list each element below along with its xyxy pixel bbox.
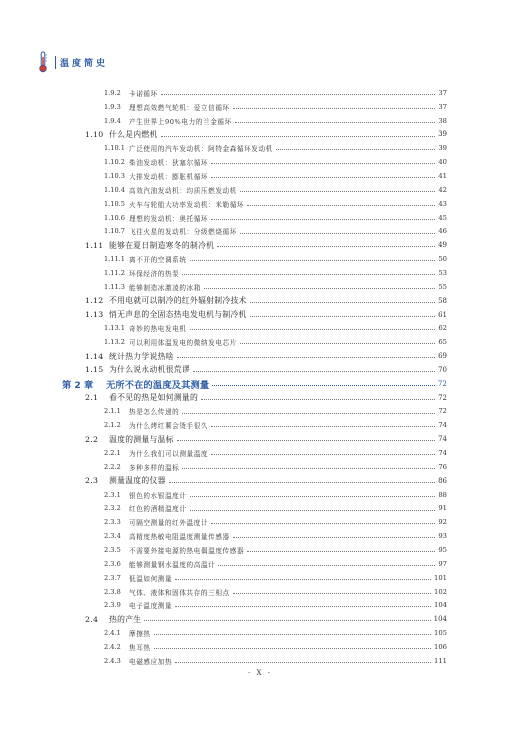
toc-leader-dots: [250, 302, 435, 303]
toc-entry[interactable]: [0, 585, 520, 599]
page-number: · X ·: [248, 669, 272, 677]
toc-entry[interactable]: [0, 460, 520, 474]
toc-leader-dots: [217, 246, 435, 247]
toc-leader-dots: [154, 634, 431, 635]
toc-leader-dots: [161, 136, 435, 137]
toc-entry-page: 69: [438, 352, 447, 361]
toc-entry-title: 为什么说永动机很荒谬: [109, 365, 190, 375]
toc-entry-page: 93: [438, 532, 447, 541]
toc-entry-number: 1.10.1: [104, 144, 125, 153]
toc-entry-number: 1.13: [85, 310, 104, 320]
toc-entry[interactable]: [0, 571, 520, 585]
toc-leader-dots: [201, 399, 435, 400]
toc-entry-number: 1.10.5: [104, 199, 125, 208]
toc-entry-number: 1.10.4: [104, 185, 125, 194]
toc-leader-dots: [190, 260, 435, 261]
toc-leader-dots: [190, 510, 435, 511]
toc-entry-number: 1.9.3: [104, 102, 121, 111]
toc-leader-dots: [211, 454, 435, 455]
toc-leader-dots: [182, 413, 435, 414]
toc-entry-title: 广泛使用的汽车发动机：阿特金森循环发动机: [129, 145, 273, 154]
toc-leader-dots: [177, 357, 435, 358]
toc-leader-dots: [211, 163, 435, 164]
toc-entry-title: 产生世界上90%电力的兰金循环: [129, 117, 232, 126]
toc-entry-page: 39: [438, 130, 447, 139]
toc-entry-page: 37: [438, 88, 447, 97]
toc-leader-dots: [161, 94, 435, 95]
thermometer-icon: [36, 51, 50, 73]
toc-entry-title: 看不见的热是如何测量的: [109, 393, 199, 403]
toc-leader-dots: [233, 537, 435, 538]
toc-entry-number: 2.3.7: [104, 573, 121, 582]
toc-leader-dots: [218, 565, 435, 566]
toc-leader-dots: [190, 329, 435, 330]
toc-entry-page: 72: [438, 407, 447, 416]
toc-entry-page: 61: [438, 310, 447, 319]
toc-entry-number: 1.13.2: [104, 338, 125, 347]
toc-entry-title: 离不开的空调系统: [129, 256, 187, 265]
toc-entry-title: 可隔空测量的红外温度计: [129, 519, 209, 528]
toc-entry-page: 41: [438, 172, 447, 181]
toc-leader-dots: [250, 316, 435, 317]
toc-leader-dots: [240, 343, 435, 344]
toc-entry[interactable]: [0, 238, 520, 252]
toc-entry-number: 2.3.8: [104, 587, 121, 596]
toc-entry-number: 1.10.7: [104, 227, 125, 236]
toc-entry-page: 111: [434, 656, 447, 665]
toc-entry-page: 50: [438, 255, 447, 264]
toc-entry[interactable]: [0, 626, 520, 640]
toc-entry-page: 72: [437, 379, 447, 389]
toc-entry-page: 86: [438, 476, 447, 485]
toc-entry-page: 40: [438, 158, 447, 167]
toc-entry-page: 38: [438, 116, 447, 125]
toc-entry[interactable]: [0, 598, 520, 612]
toc-leader-dots: [247, 551, 435, 552]
toc-entry[interactable]: [0, 432, 520, 446]
toc-entry-title: 卡诺循环: [129, 89, 158, 98]
toc-entry[interactable]: [0, 405, 520, 419]
toc-entry-page: 74: [438, 449, 447, 458]
toc-entry-number: 2.2.1: [104, 449, 121, 458]
header-divider: [55, 56, 56, 69]
toc-leader-dots: [211, 426, 435, 427]
toc-entry-page: 102: [434, 587, 447, 596]
toc-entry-title: 气体、液体和固体共存的三相点: [129, 588, 230, 597]
toc-entry[interactable]: [0, 155, 520, 169]
toc-entry[interactable]: [0, 502, 520, 516]
toc-entry[interactable]: [0, 474, 520, 488]
toc-entry[interactable]: [0, 543, 520, 557]
toc-entry-number: 1.11.2: [104, 268, 125, 277]
toc-entry-number: 1.12: [85, 296, 104, 306]
toc-entry-page: 92: [438, 518, 447, 527]
toc-entry-title: 不用电就可以制冷的红外辐射制冷技术: [109, 296, 247, 306]
toc-entry[interactable]: [0, 100, 520, 114]
toc-entry-title: 高效汽油发动机：均质压燃发动机: [129, 186, 237, 195]
toc-entry-number: 2.4: [85, 614, 99, 624]
toc-entry-page: 72: [438, 393, 447, 402]
toc-entry-number: 1.10.6: [104, 213, 125, 222]
toc-entry-page: 53: [438, 268, 447, 277]
toc-entry-title: 柴油发动机：狄塞尔循环: [129, 159, 209, 168]
toc-entry-page: 46: [438, 227, 447, 236]
toc-entry-title: 测量温度的仪器: [109, 476, 166, 486]
toc-entry-title: 焦耳热: [129, 643, 151, 652]
toc-entry-number: 1.10.3: [104, 172, 125, 181]
toc-entry-number: 2.4.3: [104, 656, 121, 665]
toc-entry-title: 飞往火星的发动机：分级燃烧循环: [129, 228, 237, 237]
toc-entry[interactable]: [0, 308, 520, 322]
toc-leader-dots: [233, 108, 435, 109]
toc-entry[interactable]: [0, 252, 520, 266]
toc-entry-number: 2.3.2: [104, 504, 121, 513]
toc-entry[interactable]: [0, 141, 520, 155]
toc-entry-number: 1.11.1: [104, 255, 125, 264]
toc-leader-dots: [247, 205, 435, 206]
toc-leader-dots: [211, 177, 435, 178]
toc-entry[interactable]: [0, 321, 520, 335]
toc-entry-number: 2.1: [85, 393, 99, 403]
toc-leader-dots: [175, 579, 431, 580]
toc-entry-number: 2.2: [85, 434, 99, 444]
toc-entry-page: 45: [438, 213, 447, 222]
running-header: [36, 51, 108, 73]
toc-entry[interactable]: [0, 446, 520, 460]
toc-entry[interactable]: [0, 169, 520, 183]
toc-entry-title: 火车与轮船大功率发动机：米勒循环: [129, 200, 245, 209]
toc-entry[interactable]: [0, 612, 520, 626]
toc-leader-dots: [276, 149, 435, 150]
toc-entry-number: 第 2 章: [62, 379, 94, 391]
toc-entry-page: 104: [433, 615, 447, 624]
toc-leader-dots: [193, 371, 435, 372]
toc-entry[interactable]: [0, 640, 520, 654]
toc-entry-title: 能够测量钢水温度的高温计: [129, 560, 216, 569]
toc-entry-title: 环保经济的热泵: [129, 269, 180, 278]
toc-entry-title: 理想高效燃气轮机：爱立信循环: [129, 103, 230, 112]
toc-entry-page: 37: [438, 102, 447, 111]
toc-leader-dots: [212, 385, 435, 386]
toc-entry-page: 95: [438, 545, 447, 554]
toc-entry-number: 1.9.2: [104, 88, 121, 97]
toc-entry-title: 大排发动机：膨胀机循环: [129, 173, 209, 182]
toc-entry[interactable]: [0, 128, 520, 142]
toc-entry-number: 2.4.2: [104, 642, 121, 651]
toc-entry-number: 2.1.2: [104, 421, 121, 430]
toc-entry-title: 悄无声息的全固态热电发电机与制冷机: [109, 310, 247, 320]
toc-entry[interactable]: [0, 280, 520, 294]
toc-entry-title: 统计热力学说热啥: [109, 351, 174, 361]
toc-entry-title: 多种多样的温标: [129, 463, 180, 472]
toc-entry-number: 1.11.3: [104, 282, 125, 291]
toc-entry-title: 热是怎么传递的: [129, 408, 180, 417]
toc-entry[interactable]: [0, 114, 520, 128]
toc-entry-title: 能够制造冰激凌的冰箱: [129, 283, 201, 292]
toc-entry-title: 无所不在的温度及其测量: [106, 379, 210, 391]
toc-entry[interactable]: [0, 363, 520, 377]
toc-entry-title: 为什么我们可以测量温度: [129, 450, 209, 459]
toc-entry-title: 电子温度测量: [129, 602, 173, 611]
toc-entry-number: 2.3.4: [104, 532, 121, 541]
toc-leader-dots: [182, 274, 435, 275]
toc-entry-title: 热的产生: [109, 614, 142, 624]
book-title: 温度简史: [60, 58, 109, 69]
toc-entry-title: 温度的测量与温标: [109, 434, 174, 444]
toc-entry-title: 不需要外接电源的热电偶温度传感器: [129, 546, 245, 555]
toc-entry-page: 105: [434, 629, 447, 638]
toc-entry-page: 104: [434, 601, 447, 610]
toc-chapter[interactable]: [0, 377, 520, 391]
toc-entry-title: 低温如何测量: [129, 574, 173, 583]
toc-leader-dots: [211, 219, 435, 220]
toc-leader-dots: [240, 191, 435, 192]
toc-entry-number: 2.3.6: [104, 559, 121, 568]
toc-entry[interactable]: [0, 225, 520, 239]
toc-entry[interactable]: [0, 391, 520, 405]
toc-entry-number: 2.3: [85, 476, 99, 486]
toc-entry[interactable]: [0, 515, 520, 529]
toc-entry-number: 1.9.4: [104, 116, 121, 125]
toc-leader-dots: [233, 593, 431, 594]
toc-entry-number: 2.4.1: [104, 629, 121, 638]
toc-entry-title: 能够在夏日制造寒冬的制冷机: [109, 240, 215, 250]
toc-entry-page: 55: [438, 282, 447, 291]
toc-entry-number: 1.11: [85, 240, 104, 250]
toc-entry-page: 101: [434, 573, 447, 582]
toc-entry-page: 74: [438, 435, 447, 444]
toc-leader-dots: [154, 648, 431, 649]
toc-entry-page: 42: [438, 185, 447, 194]
toc-entry-page: 88: [438, 490, 447, 499]
toc-entry-page: 58: [438, 296, 447, 305]
toc-entry-page: 70: [438, 365, 447, 374]
toc-entry-page: 76: [438, 462, 447, 471]
toc-entry-title: 理想的发动机：奥托循环: [129, 214, 209, 223]
toc-leader-dots: [182, 468, 435, 469]
toc-entry-page: 43: [438, 199, 447, 208]
toc-leader-dots: [211, 523, 435, 524]
toc-entry-number: 1.10: [85, 129, 104, 139]
toc-entry-number: 2.3.1: [104, 490, 121, 499]
toc-entry-number: 2.2.2: [104, 462, 121, 471]
toc-leader-dots: [190, 496, 435, 497]
toc-entry[interactable]: [0, 557, 520, 571]
toc-leader-dots: [240, 233, 435, 234]
toc-entry-page: 74: [438, 421, 447, 430]
toc-entry[interactable]: [0, 197, 520, 211]
toc-entry-title: 奇妙的热电发电机: [129, 325, 187, 334]
toc-entry-number: 1.13.1: [104, 324, 125, 333]
toc-entry-page: 65: [438, 338, 447, 347]
toc-entry[interactable]: [0, 529, 520, 543]
toc-entry-number: 2.3.9: [104, 601, 121, 610]
toc-entry[interactable]: [0, 488, 520, 502]
toc-entry[interactable]: [0, 654, 520, 668]
toc-entry[interactable]: [0, 349, 520, 363]
toc-entry-title: 银色的水银温度计: [129, 491, 187, 500]
toc-entry-title: 摩擦热: [129, 630, 151, 639]
toc-entry-page: 91: [438, 504, 447, 513]
toc-leader-dots: [144, 620, 431, 621]
toc-entry[interactable]: [0, 211, 520, 225]
toc-leader-dots: [235, 122, 435, 123]
toc-entry-title: 高精度热敏电阻温度测量传感器: [129, 533, 230, 542]
toc-entry-number: 2.3.3: [104, 518, 121, 527]
toc-entry-number: 1.10.2: [104, 158, 125, 167]
toc-entry[interactable]: [0, 266, 520, 280]
toc-entry-number: 1.14: [85, 351, 104, 361]
toc-leader-dots: [175, 606, 431, 607]
toc-leader-dots: [204, 288, 435, 289]
toc-entry-title: 电磁感应加热: [129, 657, 173, 666]
toc-entry-title: 红色的酒精温度计: [129, 505, 187, 514]
toc-entry-page: 62: [438, 324, 447, 333]
toc-entry-title: 可以利用体温发电的微纳发电芯片: [129, 339, 237, 348]
toc-entry-number: 2.1.1: [104, 407, 121, 416]
toc-entry-title: 什么是内燃机: [109, 129, 158, 139]
toc-entry[interactable]: [0, 86, 520, 100]
toc-entry-number: 2.3.5: [104, 545, 121, 554]
toc-entry-page: 49: [438, 241, 447, 250]
toc-entry[interactable]: [0, 183, 520, 197]
toc-leader-dots: [169, 482, 435, 483]
toc-entry-title: 为什么烤红薯会烫手很久: [129, 422, 209, 431]
toc-entry[interactable]: [0, 335, 520, 349]
toc-leader-dots: [175, 662, 431, 663]
toc-entry-number: 1.15: [85, 365, 104, 375]
toc-entry-page: 39: [438, 144, 447, 153]
toc-entry-page: 97: [438, 559, 447, 568]
toc-entry[interactable]: [0, 418, 520, 432]
toc-leader-dots: [177, 440, 435, 441]
toc-entry[interactable]: [0, 294, 520, 308]
toc-entry-page: 106: [434, 642, 447, 651]
